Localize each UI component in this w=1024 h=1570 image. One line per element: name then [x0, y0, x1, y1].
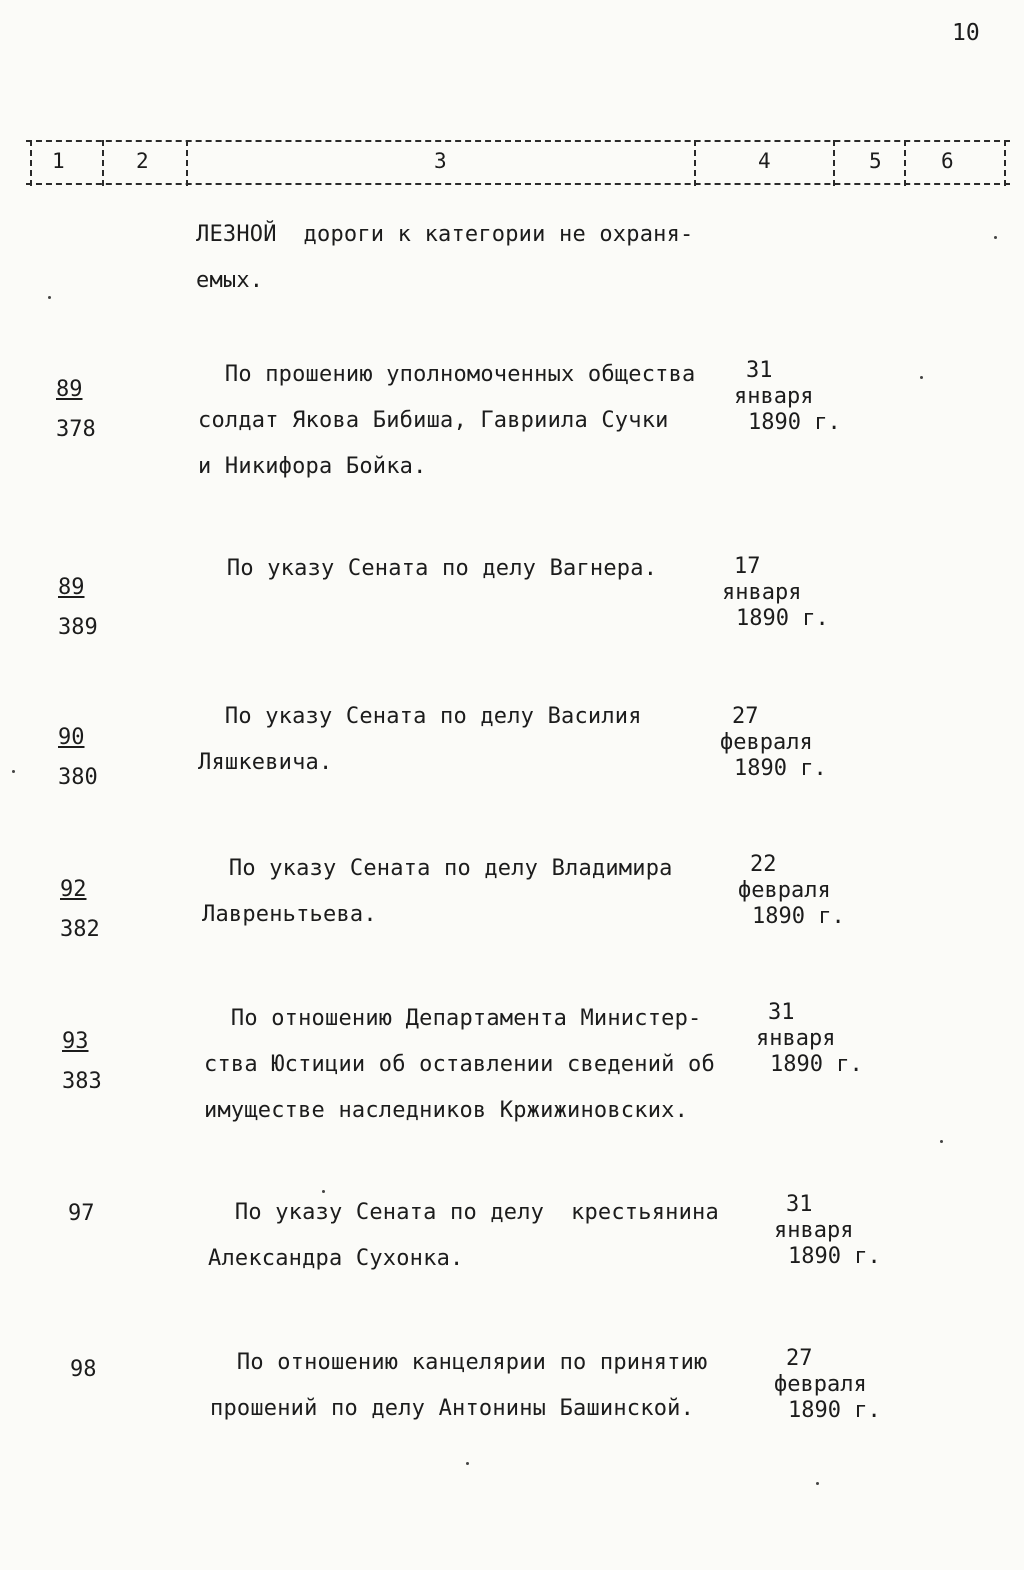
entry-date: 27 февраля 1890 г. — [774, 1346, 881, 1423]
header-separator — [694, 140, 696, 186]
scan-speck — [994, 236, 997, 239]
header-col-5: 5 — [869, 149, 882, 173]
entry-number: 89 378 — [56, 377, 96, 442]
scan-speck — [816, 1482, 819, 1485]
scan-speck — [920, 376, 923, 379]
header-separator — [833, 140, 835, 186]
scan-speck — [940, 1140, 943, 1143]
entry-number: 92 382 — [60, 877, 100, 942]
entry-number: 93 383 — [62, 1029, 102, 1094]
header-col-6: 6 — [941, 149, 954, 173]
header-separator — [102, 140, 104, 186]
header-col-1: 1 — [52, 149, 65, 173]
table-header — [0, 0, 1024, 200]
scan-speck — [322, 1190, 325, 1193]
entry-description: По прошению уполномоченных общества солдат Якова Бибиша, Гавриила Сучки и Никифора Бойка. — [198, 362, 696, 479]
entry-number: 97 — [68, 1201, 95, 1226]
header-separator — [186, 140, 188, 186]
entry-date: 31 января 1890 г. — [734, 358, 841, 435]
entry-date: 17 января 1890 г. — [722, 554, 829, 631]
entry-number: 98 — [70, 1357, 97, 1382]
entry-date: 31 января 1890 г. — [756, 1000, 863, 1077]
scan-speck — [48, 296, 51, 299]
header-col-3: 3 — [434, 149, 447, 173]
header-separator — [30, 140, 32, 186]
entry-number: 89 389 — [58, 575, 98, 640]
header-col-2: 2 — [136, 149, 149, 173]
entry-description: По указу Сената по делу Вагнера. — [200, 556, 658, 581]
continuation-text: ЛЕЗНОЙ дороги к категории не охраня- емых. — [196, 222, 694, 293]
entry-date: 22 февраля 1890 г. — [738, 852, 845, 929]
entry-description: По указу Сената по делу Василия Ляшкевича. — [198, 704, 642, 775]
scan-speck — [12, 770, 15, 773]
entry-description: По указу Сената по делу крестьянина Александра Сухонка. — [208, 1200, 719, 1271]
header-separator — [1004, 140, 1006, 186]
entry-date: 27 февраля 1890 г. — [720, 704, 827, 781]
entry-date: 31 января 1890 г. — [774, 1192, 881, 1269]
entry-description: По отношению Департамента Министер- ства Юстиции об оставлении сведений об имуществе наследников Кржижиновских. — [204, 1006, 715, 1123]
header-top-rule — [26, 140, 1010, 142]
header-col-4: 4 — [758, 149, 771, 173]
entry-description: По отношению канцелярии по принятию прошений по делу Антонины Башинской. — [210, 1350, 708, 1421]
header-separator — [904, 140, 906, 186]
scan-speck — [466, 1462, 469, 1465]
entry-number: 90 380 — [58, 725, 98, 790]
page-number: 10 — [952, 20, 980, 46]
entry-description: По указу Сената по делу Владимира Лавреньтьева. — [202, 856, 673, 927]
header-bottom-rule — [26, 183, 1010, 185]
